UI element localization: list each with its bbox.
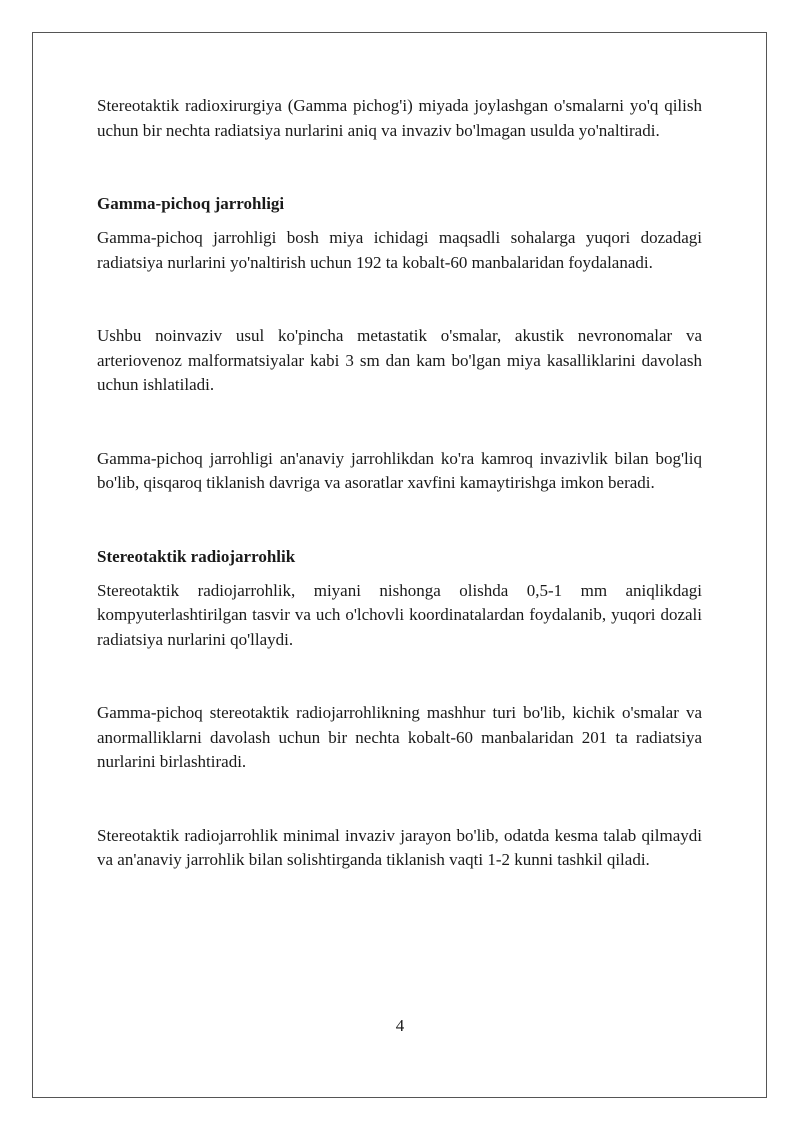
page-content	[97, 94, 702, 873]
section-heading-gamma-knife: Gamma-pichoq jarrohligi	[97, 194, 285, 213]
intro-paragraph: Stereotaktik radioxirurgiya (Gamma pichog'i) miyada joylashgan o'smalarni yo'q qilish uchun bir nechta radiatsiya nurlarini aniq va invaziv bo'lmagan usulda yo'naltiradi.	[97, 96, 702, 140]
paragraph: Gamma-pichoq jarrohligi bosh miya ichidagi maqsadli sohalarga yuqori dozadagi radiatsiya nurlarini yo'naltirish uchun 192 ta kobalt-60 manbalaridan foydalanadi.	[97, 228, 702, 272]
paragraph: Ushbu noinvaziv usul ko'pincha metastatik o'smalar, akustik nevronomalar va arteriovenoz malformatsiyalar kabi 3 sm dan kam bo'lgan miya kasalliklarini davolash uchun ishlatiladi.	[97, 326, 702, 394]
paragraph: Gamma-pichoq stereotaktik radiojarrohlikning mashhur turi bo'lib, kichik o'smalar va anormalliklarni davolash uchun bir nechta kobalt-60 manbalaridan 201 ta radiatsiya nurlarini birlashtiradi.	[97, 703, 702, 771]
section-heading-stereotactic: Stereotaktik radiojarrohlik	[97, 546, 296, 566]
paragraph: Gamma-pichoq jarrohligi an'anaviy jarrohlikdan ko'ra kamroq invazivlik bilan bog'liq bo'lib, qisqaroq tiklanish davriga va asoratlar xavfini kamaytirishga imkon beradi.	[97, 448, 702, 492]
paragraph: Stereotaktik radiojarrohlik, miyani nishonga olishda 0,5-1 mm aniqlikdagi kompyuterlashtirilgan tasvir va uch o'lchovli koordinatalardan foydalanib, yuqori dozali radiatsiya nurlarini qo'llaydi.	[97, 580, 702, 649]
page-number: 4	[395, 1016, 405, 1035]
paragraph: Stereotaktik radiojarrohlik minimal invaziv jarayon bo'lib, odatda kesma talab qilmaydi va an'anaviy jarrohlik bilan solishtirganda tiklanish vaqti 1-2 kunni tashkil qiladi.	[97, 825, 702, 869]
